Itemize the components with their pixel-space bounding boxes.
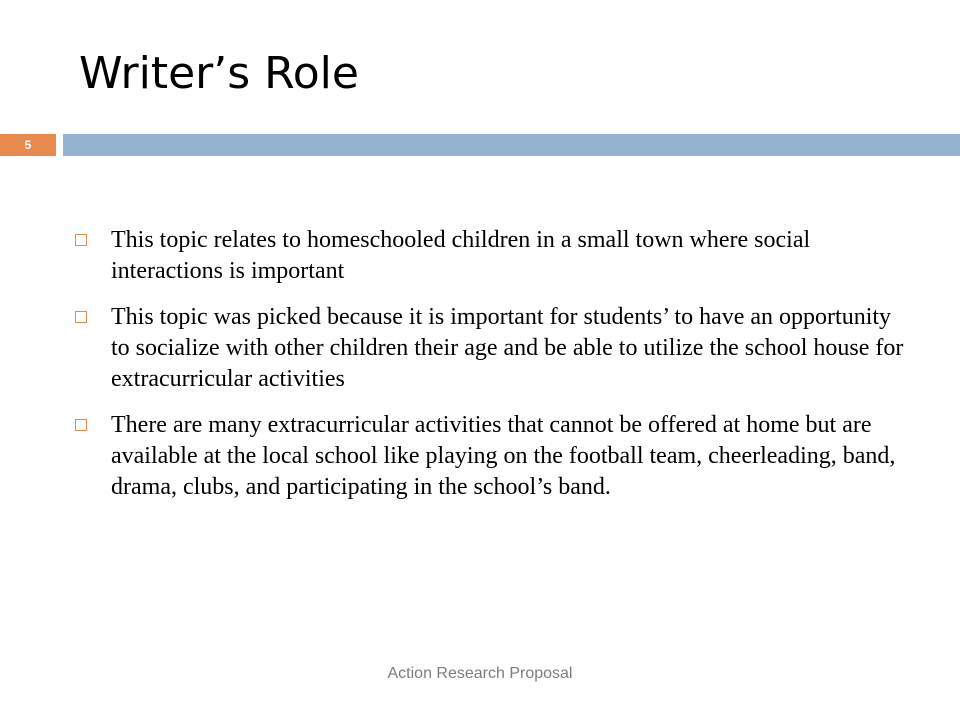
bullet-item — [104, 302, 904, 395]
bullet-text: This topic relates to homeschooled children in a small town where social interactions is important — [111, 227, 811, 284]
slide-footer: Action Research Proposal — [387, 665, 573, 682]
square-bullet-icon — [75, 234, 87, 246]
slide-number-badge: 5 — [0, 134, 56, 156]
header-bar — [63, 134, 960, 156]
bullet-item — [104, 225, 904, 287]
bullet-text: There are many extracurricular activities that cannot be offered at home but are available at the local school like playing on the football team, cheerleading, band, drama, clubs, and participating in the school’s band. — [111, 412, 896, 500]
square-bullet-icon — [75, 311, 87, 323]
bullet-item — [104, 410, 904, 503]
bullet-list — [104, 225, 904, 518]
square-bullet-icon — [75, 419, 87, 431]
slide-title: Writer’s Role — [79, 48, 359, 99]
bullet-text: This topic was picked because it is important for students’ to have an opportunity to socialize with other children their age and be able to utilize the school house for extracurricular activities — [111, 304, 904, 392]
